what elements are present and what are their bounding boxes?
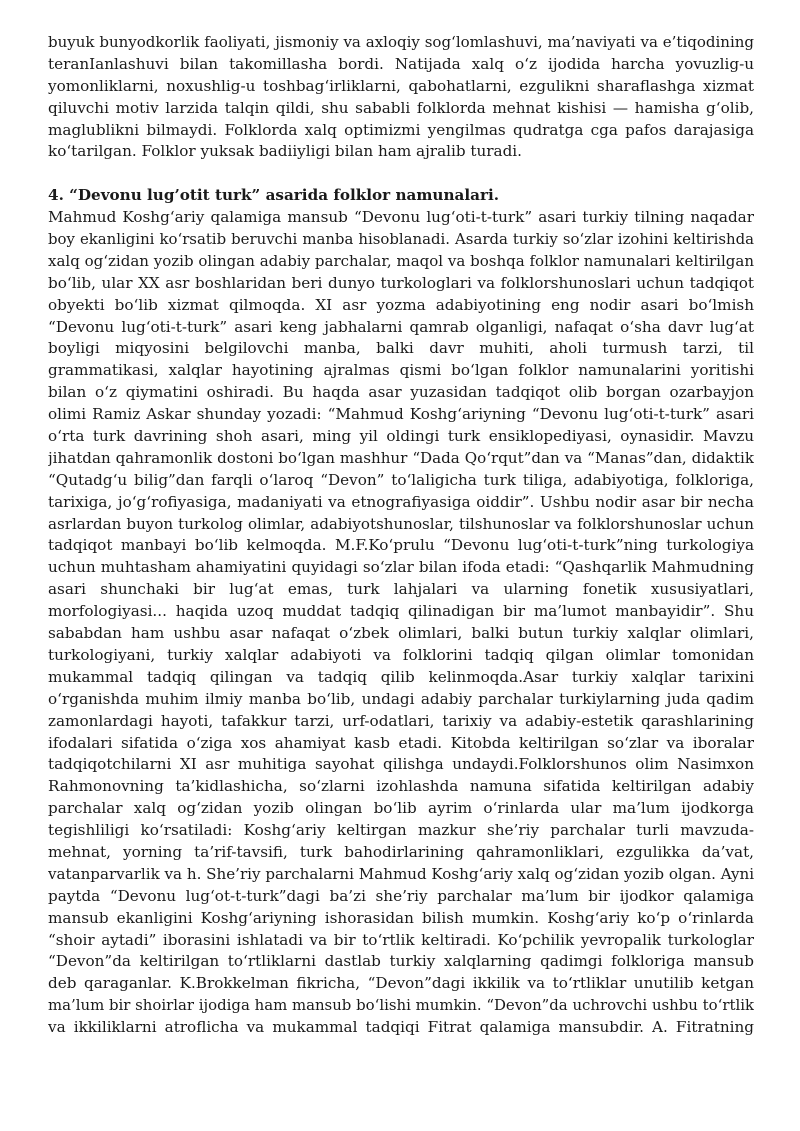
paragraph-devon (48, 207, 754, 1039)
text-line: ifodalari sifatida o‘ziga xos ahamiyat kasb etadi. Kitobda keltirilgan so‘zlar va iboralar (48, 733, 754, 752)
text-line: maglublikni bilmaydi. Folklorda xalq optimizmi yengilmas qudratga cga pafos darajasiga (48, 120, 754, 139)
text-line: buyuk bunyodkorlik faoliyati, jismoniy va axloqiy sog‘lomlashuvi, ma’naviyati va e’tiqodining (48, 33, 754, 51)
text-line: tadqiqot manbayi bo‘lib kelmoqda. M.F.Ko‘prulu “Devonu lug‘oti-t-turk”ning turkologiya (48, 536, 754, 555)
text-line: mansub ekanligini Koshg‘ariyning ishorasidan bilish mumkin. Koshg‘ariy ko‘p o‘rinlarda (48, 908, 754, 927)
text-line: “Devon”da keltirilgan to‘rtliklarni dastlab turkiy xalqlarning qadimgi folkloriga mansub (48, 952, 754, 971)
text-line: qiluvchi motiv larzida talqin qildi, shu sababli folklorda mehnat kishisi — hamisha g‘olib, (48, 98, 754, 117)
text-line: zamonlardagi hayoti, tafakkur tarzi, urf-odatlari, tarixiy va adabiy-estetik qarashlarining (48, 711, 754, 730)
text-line: “Qutadg‘u bilig”dan farqli o‘laroq “Devon” to‘laligicha turk tiliga, adabiyotiga, folkloriga, (48, 470, 754, 489)
text-line: Mahmud Koshg‘ariy qalamiga mansub “Devonu lug‘oti-t-turk” asari turkiy tilning naqadar (48, 208, 754, 227)
text-line: tegishliligi ko‘rsatiladi: Koshg‘ariy keltirgan mazkur she’riy parchalar turli mavzuda- (48, 821, 754, 840)
text-line: va ikkiliklarni atroflicha va mukammal tadqiqi Fitrat qalamiga mansubdir. A. Fitratning (48, 1018, 754, 1037)
text-line: parchalar xalq og‘zidan yozib olingan bo‘lib ayrim o‘rinlarda ular ma’lum ijodkorga (48, 799, 754, 818)
text-line: turkologiyani, turkiy xalqlar adabiyoti va folklorini tadqiq qilgan olimlar tomonidan (48, 645, 754, 664)
text-line: “Devonu lug‘oti-t-turk” asari keng jabhalarni qamrab olganligi, nafaqat o‘sha davr lug‘at (48, 317, 754, 336)
text-line: boy ekanligini ko‘rsatib beruvchi manba hisoblanadi. Asarda turkiy so‘zlar izohini keltirishda (48, 230, 754, 249)
document-page (48, 32, 754, 1039)
text-line: vatanparvarlik va h. She’riy parchalarni Mahmud Koshg‘ariy xalq og‘zidan yozib olgan. Ayni (48, 864, 754, 883)
text-line: Rahmonovning ta’kidlashicha, so‘zlarni izohlashda namuna sifatida keltirilgan adabiy (48, 777, 754, 796)
text-line: obyekti bo‘lib xizmat qilmoqda. XI asr yozma adabiyotining eng nodir asari bo‘lmish (48, 295, 754, 314)
text-line: olimi Ramiz Askar shunday yozadi: “Mahmud Koshg‘ariyning “Devonu lug‘oti-t-turk” asari (48, 405, 754, 424)
text-line: deb qaraganlar. K.Brokkelman fikricha, “Devon”dagi ikkilik va to‘rtliklar unutilib ketgan (48, 974, 754, 993)
text-line: teranIanlashuvi bilan takomillasha bordi. Natijada xalq o‘z ijodida harcha yovuzlig-u (48, 54, 754, 73)
section-heading: 4. “Devonu lug’otit turk” asarida folklor namunalari. (48, 186, 500, 205)
text-line: sababdan ham ushbu asar nafaqat o‘zbek olimlari, balki butun turkiy xalqlar olimlari, (48, 624, 754, 643)
text-line: morfologiyasi... haqida uzoq muddat tadqiq qilinadigan bir ma’lumot manbayidir”. Shu (48, 602, 754, 621)
text-line: jihatdan qahramonlik dostoni bo‘lgan mashhur “Dada Qo‘rqut”dan va “Manas”dan, didaktik (48, 448, 754, 467)
text-line: mukammal tadqiq qilingan va tadqiq qilib kelinmoqda.Asar turkiy xalqlar tarixini (48, 667, 754, 686)
text-line: yomonliklarni, noxushlig-u toshbag‘irliklarni, qabohatlarni, ezgulikni sharaflashga xizmat (48, 76, 754, 95)
text-line: mehnat, yorning ta’rif-tavsifi, turk bahodirlarining qahramonliklari, ezgulikka da’vat, (48, 842, 754, 861)
text-line: ko‘tarilgan. Folklor yuksak badiiyligi bilan ham ajralib turadi. (48, 142, 522, 161)
text-line: boyligi miqyosini belgilovchi manba, balki davr muhiti, aholi turmush tarzi, til (48, 339, 754, 358)
text-line: xalq og‘zidan yozib olingan adabiy parchalar, maqol va boshqa folklor namunalari keltirilgan (48, 251, 754, 270)
text-line: tarixiga, jo‘g‘rofiyasiga, madaniyati va etnografiyasiga oiddir”. Ushbu nodir asar bir necha (48, 492, 754, 511)
text-line: asrlardan buyon turkolog olimlar, adabiyotshunoslar, tilshunoslar va folklorshunoslar uchun (48, 514, 754, 533)
text-line: paytda “Devonu lug‘ot-t-turk”dagi ba’zi she’riy parchalar ma’lum bir ijodkor qalamiga (48, 886, 754, 905)
text-line: “shoir aytadi” iborasini ishlatadi va bir to‘rtlik keltiradi. Ko‘pchilik yevropalik turkologlar (48, 930, 754, 949)
text-line: uchun muhtasham ahamiyatini quyidagi so‘zlar bilan ifoda etadi: “Qashqarlik Mahmudning (48, 558, 754, 577)
text-line: o‘rganishda muhim ilmiy manba bo‘lib, undagi adabiy parchalar turkiylarning juda qadim (48, 689, 754, 708)
text-line: bilan o‘z qiymatini oshiradi. Bu haqda asar yuzasidan tadqiqot olib borgan ozarbayjon (48, 383, 754, 402)
text-line: ma’lum bir shoirlar ijodiga ham mansub bo‘lishi mumkin. “Devon”da uchrovchi ushbu to‘rtlik (48, 996, 754, 1015)
text-line: grammatikasi, xalqlar hayotining ajralmas qismi bo‘lgan folklor namunalarini yoritishi (48, 361, 754, 380)
paragraph-intro (48, 32, 754, 163)
text-line: bo‘lib, ular XX asr boshlaridan beri dunyo turkologlari va folklorshunoslari uchun tadqiqot (48, 273, 754, 292)
paragraph-gap (48, 163, 754, 185)
text-line: o‘rta turk davrining shoh asari, ming yil oldingi turk ensiklopediyasi, oynasidir. Mavzu (48, 427, 754, 446)
text-line: asari shunchaki bir lug‘at emas, turk lahjalari va ularning fonetik xususiyatlari, (48, 580, 754, 599)
text-line: tadqiqotchilarni XI asr muhitiga sayohat qilishga undaydi.Folklorshunos olim Nasimxon (48, 755, 754, 774)
